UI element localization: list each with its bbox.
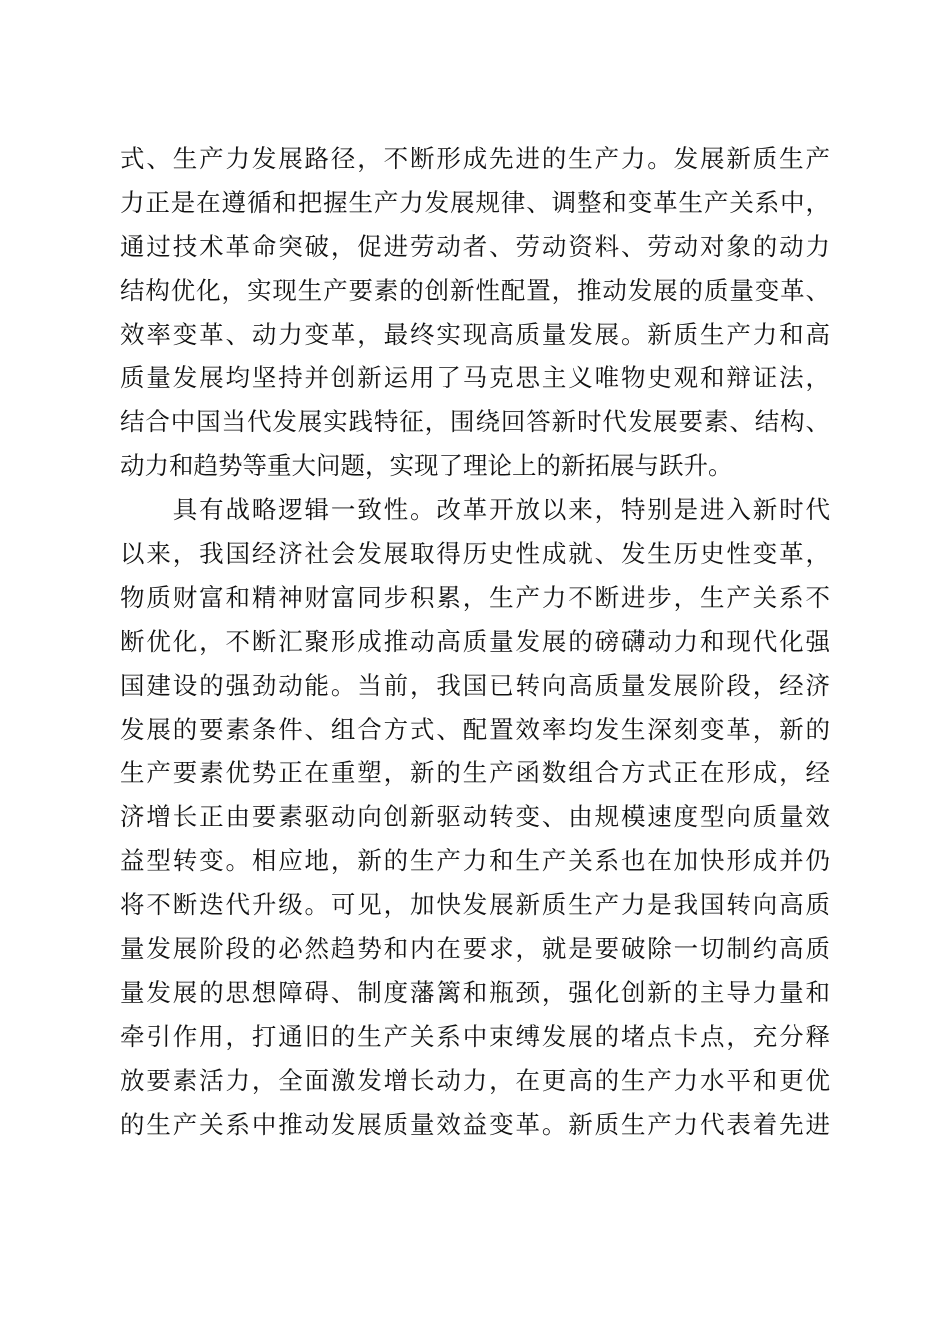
text-line: 物质财富和精神财富同步积累，生产力不断进步，生产关系不 <box>120 582 830 612</box>
text-line: 以来，我国经济社会发展取得历史性成就、发生历史性变革， <box>120 539 830 569</box>
text-line: 动力和趋势等重大问题，实现了理论上的新拓展与跃升。 <box>120 451 733 481</box>
text-line: 质量发展均坚持并创新运用了马克思主义唯物史观和辩证法， <box>120 363 830 393</box>
text-line: 效率变革、动力变革，最终实现高质量发展。新质生产力和高 <box>120 319 830 349</box>
text-line: 式、生产力发展路径，不断形成先进的生产力。发展新质生产 <box>120 144 830 173</box>
text-line: 放要素活力，全面激发增长动力，在更高的生产力水平和更优 <box>120 1065 830 1095</box>
text-line: 国建设的强劲动能。当前，我国已转向高质量发展阶段，经济 <box>120 670 830 700</box>
body-text <box>120 137 830 1146</box>
text-line: 具有战略逻辑一致性。改革开放以来，特别是进入新时代 <box>120 495 830 525</box>
text-line: 牵引作用，打通旧的生产关系中束缚发展的堵点卡点，充分释 <box>120 1021 830 1051</box>
text-line: 生产要素优势正在重塑，新的生产函数组合方式正在形成，经 <box>120 758 830 788</box>
text-line: 力正是在遵循和把握生产力发展规律、调整和变革生产关系中， <box>120 187 830 217</box>
text-line: 发展的要素条件、组合方式、配置效率均发生深刻变革，新的 <box>120 714 830 744</box>
text-line: 结构优化，实现生产要素的创新性配置，推动发展的质量变革、 <box>120 275 830 305</box>
text-line: 将不断迭代升级。可见，加快发展新质生产力是我国转向高质 <box>120 890 830 920</box>
text-line: 断优化，不断汇聚形成推动高质量发展的磅礴动力和现代化强 <box>120 626 830 656</box>
text-line: 的生产关系中推动发展质量效益变革。新质生产力代表着先进 <box>120 1109 830 1139</box>
text-line: 量发展阶段的必然趋势和内在要求，就是要破除一切制约高质 <box>120 934 830 964</box>
text-line: 益型转变。相应地，新的生产力和生产关系也在加快形成并仍 <box>120 846 830 876</box>
text-line: 通过技术革命突破，促进劳动者、劳动资料、劳动对象的动力 <box>120 231 830 261</box>
text-line: 济增长正由要素驱动向创新驱动转变、由规模速度型向质量效 <box>120 802 830 832</box>
text-line: 量发展的思想障碍、制度藩篱和瓶颈，强化创新的主导力量和 <box>120 977 830 1007</box>
text-line: 结合中国当代发展实践特征，围绕回答新时代发展要素、结构、 <box>120 407 830 437</box>
